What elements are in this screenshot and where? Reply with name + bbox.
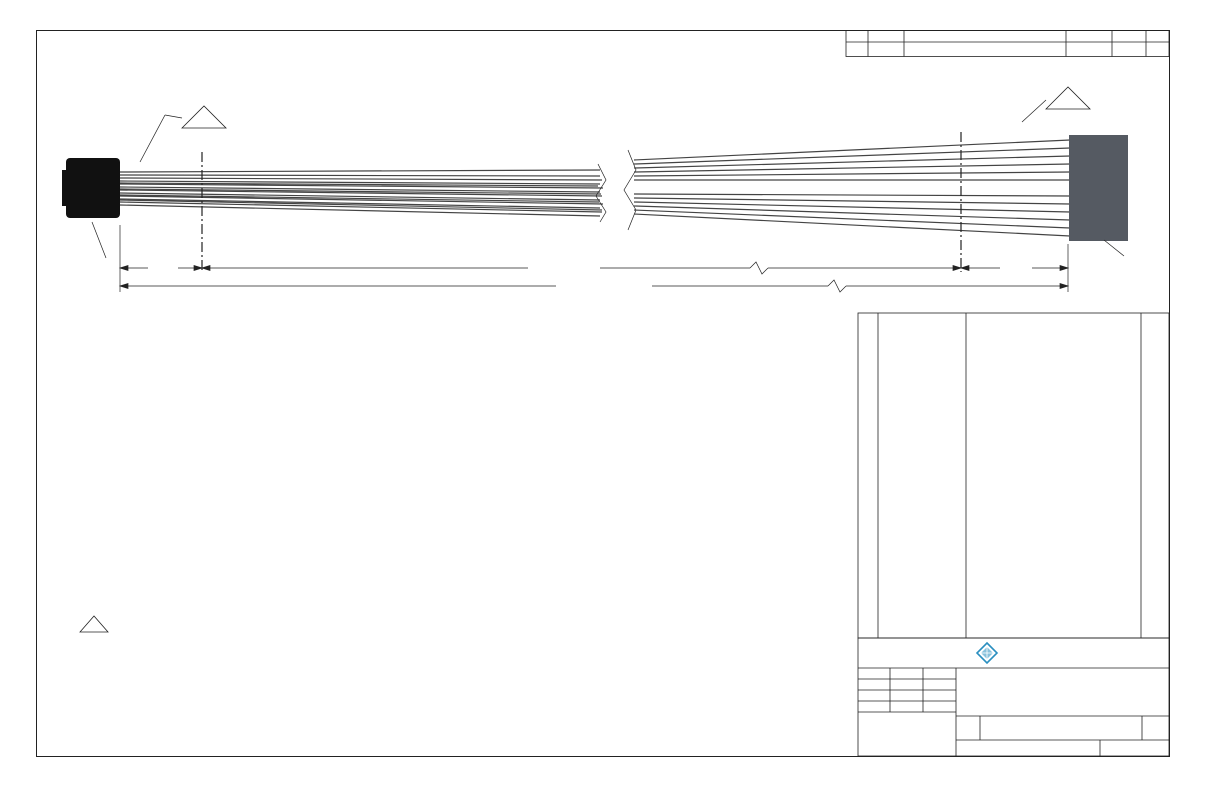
planter-connector bbox=[1069, 135, 1128, 241]
wire-bundle-left bbox=[120, 170, 603, 216]
logo bbox=[977, 643, 997, 663]
note-flag-left bbox=[140, 106, 226, 162]
sheet-border bbox=[37, 31, 1170, 757]
wire-bundle-right bbox=[634, 140, 1070, 236]
revision-table bbox=[846, 31, 1169, 57]
wire-break-left bbox=[596, 164, 606, 222]
logo-diamond-icon bbox=[977, 643, 997, 663]
bom-table bbox=[858, 313, 1169, 638]
dimension-lines bbox=[120, 225, 1068, 292]
pigtail-connector bbox=[62, 158, 120, 218]
balloon-leader-right bbox=[1104, 240, 1124, 256]
notes-flag-icon bbox=[80, 616, 108, 632]
note-flag-right bbox=[1022, 87, 1090, 122]
wire-break-right bbox=[624, 150, 636, 230]
title-block bbox=[858, 638, 1169, 756]
balloon-leader-left bbox=[92, 222, 106, 258]
